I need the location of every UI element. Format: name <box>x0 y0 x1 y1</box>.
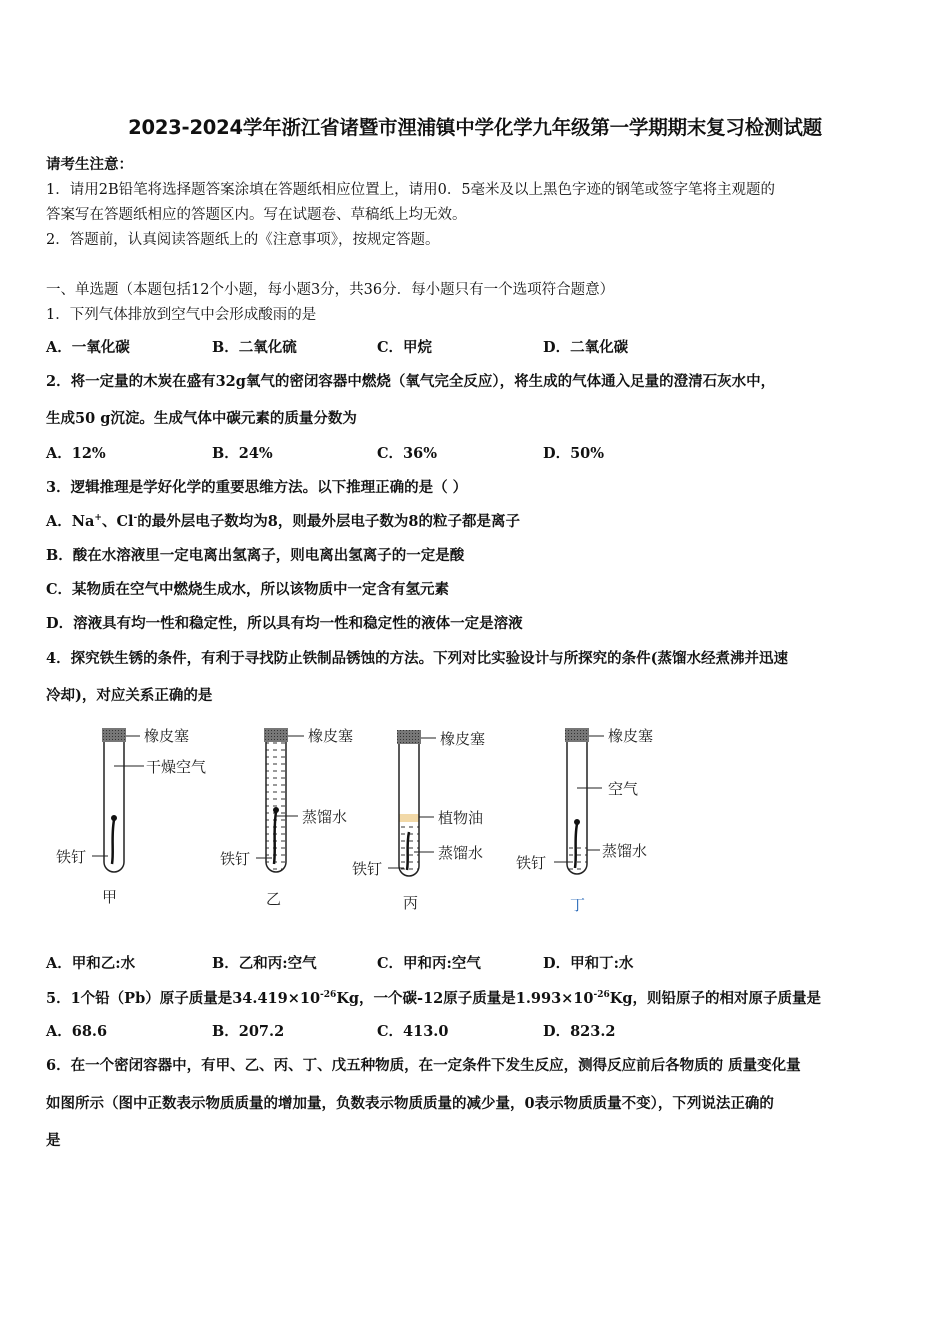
q3-option-d: D．溶液具有均一性和稳定性，所以具有均一性和稳定性的液体一定是溶液 <box>46 615 523 632</box>
rusting-experiment-figure <box>40 712 740 922</box>
q3-option-a-sup2: - <box>133 513 138 524</box>
stopper-icon <box>102 728 126 742</box>
label-nail: 铁钉 <box>220 850 251 868</box>
q5-option-c: C．413.0 <box>377 1023 449 1040</box>
stopper-icon <box>264 728 288 742</box>
label-distilled-water: 蒸馏水 <box>602 842 648 860</box>
notice-item-1b: 答案写在答题纸相应的答题区内。写在试题卷、草稿纸上均无效。 <box>46 207 467 223</box>
tube-label-bing: 丙 <box>403 894 419 912</box>
q5-option-a: A．68.6 <box>46 1023 108 1040</box>
label-distilled-water: 蒸馏水 <box>438 844 484 862</box>
q5-stem-pre: 5．1个铅（Pb）原子质量是34.419×10 <box>46 990 321 1007</box>
tube-label-jia: 甲 <box>102 888 118 906</box>
label-stopper: 橡皮塞 <box>308 727 354 745</box>
q5-option-b: B．207.2 <box>212 1023 285 1040</box>
tube-jia <box>56 727 206 906</box>
page-title: 2023-2024学年浙江省诸暨市浬浦镇中学化学九年级第一学期期末复习检测试题 <box>128 116 822 139</box>
notice-item-2: 2．答题前，认真阅读答题纸上的《注意事项》，按规定答题。 <box>46 232 440 248</box>
q1-option-d: D．二氧化碳 <box>543 339 629 356</box>
q2-option-b: B．24% <box>212 445 273 462</box>
q2-option-a: A．12% <box>46 445 106 462</box>
nail-icon <box>575 824 577 868</box>
q1-stem: 1．下列气体排放到空气中会形成酸雨的是 <box>46 307 317 323</box>
stopper-icon <box>565 728 589 742</box>
q2-stem-2: 生成50 g沉淀。生成气体中碳元素的质量分数为 <box>46 410 357 427</box>
label-stopper: 橡皮塞 <box>440 730 486 748</box>
notice-heading: 请考生注意： <box>46 156 133 173</box>
q6-stem-3: 是 <box>46 1132 61 1149</box>
label-dry-air: 干燥空气 <box>146 758 207 776</box>
q4-stem-2: 冷却)，对应关系正确的是 <box>46 687 213 704</box>
q6-stem-1: 6．在一个密闭容器中，有甲、乙、丙、丁、戊五种物质，在一定条件下发生反应，测得反应前后各物质的 质量变化量 <box>46 1057 801 1074</box>
q3-option-a-post: 的最外层电子数均为8，则最外层电子数为8的粒子都是离子 <box>137 513 520 530</box>
q2-option-c: C．36% <box>377 445 437 462</box>
tube-bing <box>352 730 485 912</box>
q2-option-d: D．50% <box>543 445 605 462</box>
q5-stem <box>46 987 821 1008</box>
q5-stem-mid: Kg，一个碳-12原子质量是1.993×10 <box>336 990 594 1007</box>
tube-ding <box>516 727 653 914</box>
label-nail: 铁钉 <box>516 854 547 872</box>
q3-option-a-pre: A．Na <box>46 513 95 530</box>
label-nail: 铁钉 <box>56 848 87 866</box>
q5-stem-post: Kg，则铅原子的相对原子质量是 <box>609 990 821 1007</box>
tube-yi <box>220 727 353 908</box>
label-stopper: 橡皮塞 <box>144 727 190 745</box>
q1-option-c: C．甲烷 <box>377 339 433 356</box>
notice-item-1a: 1．请用2B铅笔将选择题答案涂填在答题纸相应位置上，请用0．5毫米及以上黑色字迹的钢笔或签字笔将主观题的 <box>46 182 776 198</box>
q4-option-a: A．甲和乙:水 <box>46 955 136 972</box>
q4-option-d: D．甲和丁:水 <box>543 955 634 972</box>
oil-layer <box>399 814 419 822</box>
q4-stem-1: 4．探究铁生锈的条件，有利于寻找防止铁制品锈蚀的方法。下列对比实验设计与所探究的条件(蒸馏水经煮沸并迅速 <box>46 650 788 667</box>
q5-exp-2: -26 <box>593 990 610 1001</box>
label-air: 空气 <box>608 780 639 798</box>
label-distilled-water: 蒸馏水 <box>302 808 348 826</box>
q5-option-d: D．823.2 <box>543 1023 616 1040</box>
nail-icon <box>112 820 114 864</box>
q3-option-a-mid: 、Cl <box>101 513 134 530</box>
nail-icon <box>274 812 276 864</box>
q6-stem-2: 如图所示（图中正数表示物质质量的增加量，负数表示物质质量的减少量，0表示物质质量不变），下列说法正确的 <box>46 1095 774 1112</box>
q3-option-a-sup1: + <box>94 513 102 524</box>
tube-label-ding: 丁 <box>570 896 586 914</box>
nail-icon <box>407 832 409 870</box>
label-stopper: 橡皮塞 <box>608 727 654 745</box>
stopper-icon <box>397 730 421 744</box>
water-fill <box>567 846 587 874</box>
q3-stem: 3．逻辑推理是学好化学的重要思维方法。以下推理正确的是（ ） <box>46 479 468 496</box>
label-nail: 铁钉 <box>352 860 383 878</box>
q1-option-b: B．二氧化硫 <box>212 339 297 356</box>
q3-option-a <box>46 510 520 531</box>
tube-label-yi: 乙 <box>266 890 282 908</box>
label-veg-oil: 植物油 <box>438 809 484 827</box>
q4-option-b: B．乙和丙:空气 <box>212 955 317 972</box>
section-heading: 一、单选题（本题包括12个小题，每小题3分，共36分．每小题只有一个选项符合题意） <box>46 282 615 298</box>
q4-option-c: C．甲和丙:空气 <box>377 955 481 972</box>
q1-option-a: A．一氧化碳 <box>46 339 130 356</box>
q3-option-c: C．某物质在空气中燃烧生成水，所以该物质中一定含有氢元素 <box>46 581 450 598</box>
q3-option-b: B．酸在水溶液里一定电离出氢离子，则电离出氢离子的一定是酸 <box>46 547 465 564</box>
q2-stem-1: 2．将一定量的木炭在盛有32g氧气的密闭容器中燃烧（氧气完全反应），将生成的气体通入足量的澄清石灰水中， <box>46 373 776 390</box>
q5-exp-1: -26 <box>320 990 337 1001</box>
